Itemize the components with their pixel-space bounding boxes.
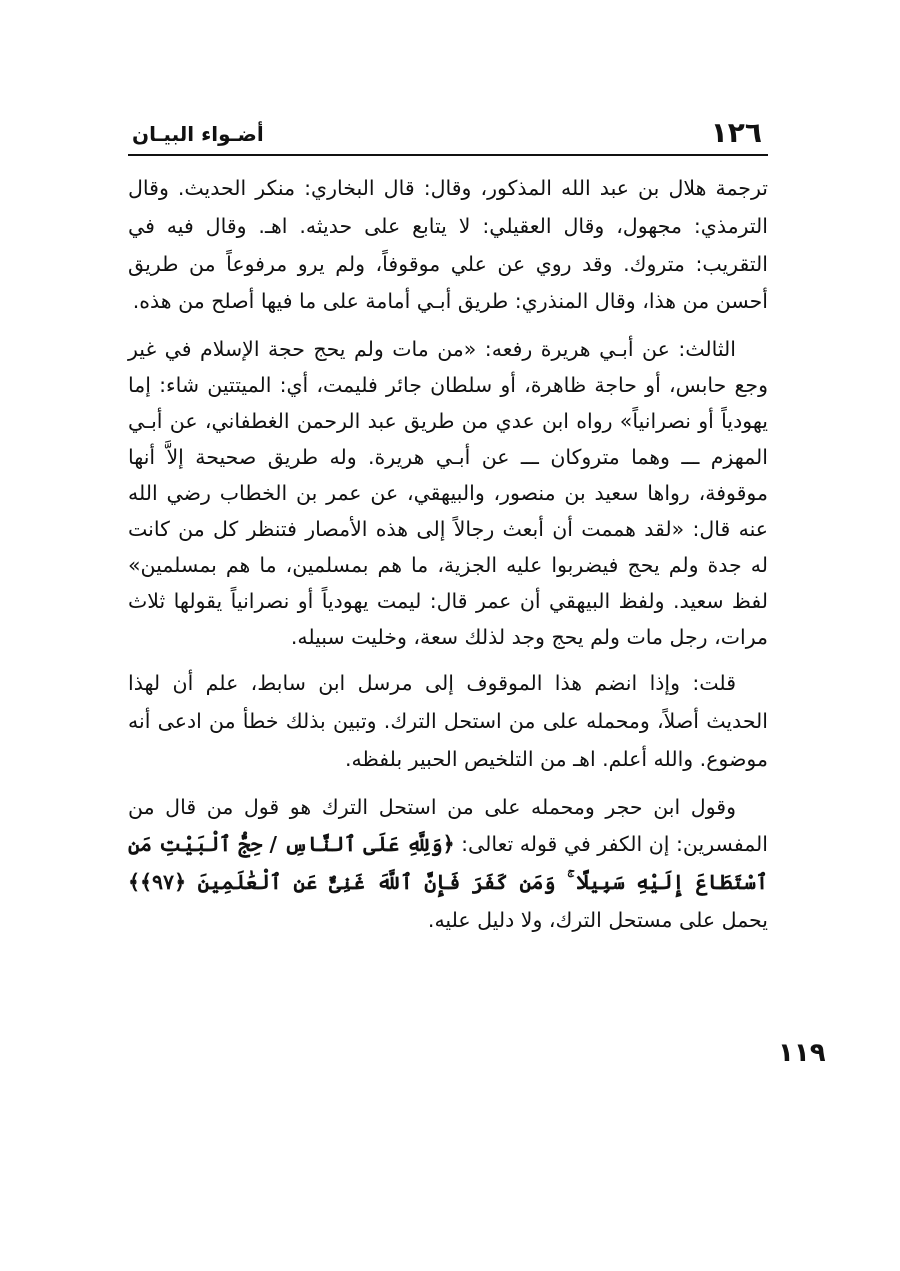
paragraph-closing (128, 789, 768, 940)
closing-tail-text: يحمل على مستحل الترك، ولا دليل عليه. (427, 907, 768, 932)
paragraph-qultu: قلت: وإذا انضم هذا الموقوف إلى مرسل ابن سابط، علم أن لهذا الحديث أصلاً، ومحمله على من استحل الترك. وتبين بذلك خطأ من ادعى أنه موضوع. والله أعلم. اهـ من التلخيص الحبير بلفظه. (128, 671, 768, 771)
closing-lead-text: وقول ابن حجر ومحمله على من استحل الترك هو قول من قال من المفسرين: إن الكفر في قوله تعالى: (128, 794, 768, 857)
quran-verse: ﴿وَلِلَّهِ عَلَى ٱلنَّاسِ / حِجُّ ٱلْبَيْتِ مَنِ ٱسْتَطَاعَ إِلَيْهِ سَبِيلًا ۚ وَمَن كَفَرَ فَإِنَّ ٱللَّهَ غَنِىٌّ عَنِ ٱلْعَٰلَمِينَ ﴿٩٧﴾﴾ (128, 832, 768, 895)
page-header (128, 114, 768, 156)
page-number: ١٢٦ (710, 116, 762, 149)
margin-page-reference: ١١٩ (778, 1038, 826, 1068)
paragraph-althalith: الثالث: عن أبـي هريرة رفعه: «من مات ولم يحج حجة الإسلام في غير وجع حابس، أو حاجة ظاهرة، أو سلطان جائر فليمت، أي: الميتتين شاء: إما يهودياً أو نصرانياً» رواه ابن عدي من طريق عبد الرحمن الغطفاني، عن أبـي المهزم ـــ وهما متروكان ـــ عن أبـي هريرة. وله طريق صحيحة إلاَّ أنها موقوفة، رواها سعيد بن منصور، والبيهقي، عن عمر بن الخطاب رضي الله عنه قال: «لقد هممت أن أبعث رجالاً إلى هذه الأمصار فتنظر كل من كانت له جدة ولم يحج فيضربوا عليه الجزية، ما هم بمسلمين، ما هم بمسلمين» لفظ سعيد. ولفظ البيهقي أن عمر قال: ليمت يهودياً أو نصرانياً يقولها ثلاث مرات، رجل مات ولم يحج وجد لذلك سعة، وخليت سبيله. (128, 337, 768, 650)
page-body (128, 170, 768, 940)
paragraph-tarjama: ترجمة هلال بن عبد الله المذكور، وقال: قال البخاري: منكر الحديث. وقال الترمذي: مجهول، وقال العقيلي: لا يتابع على حديثه. اهـ. وقال فيه في التقريب: متروك. وقد روي عن علي موقوفاً، ولم يرو مرفوعاً من طريق أحسن من هذا، وقال المنذري: طريق أبـي أمامة على ما فيها أصلح من هذه. (128, 176, 768, 314)
running-title: أضـواء البيـان (132, 122, 264, 146)
